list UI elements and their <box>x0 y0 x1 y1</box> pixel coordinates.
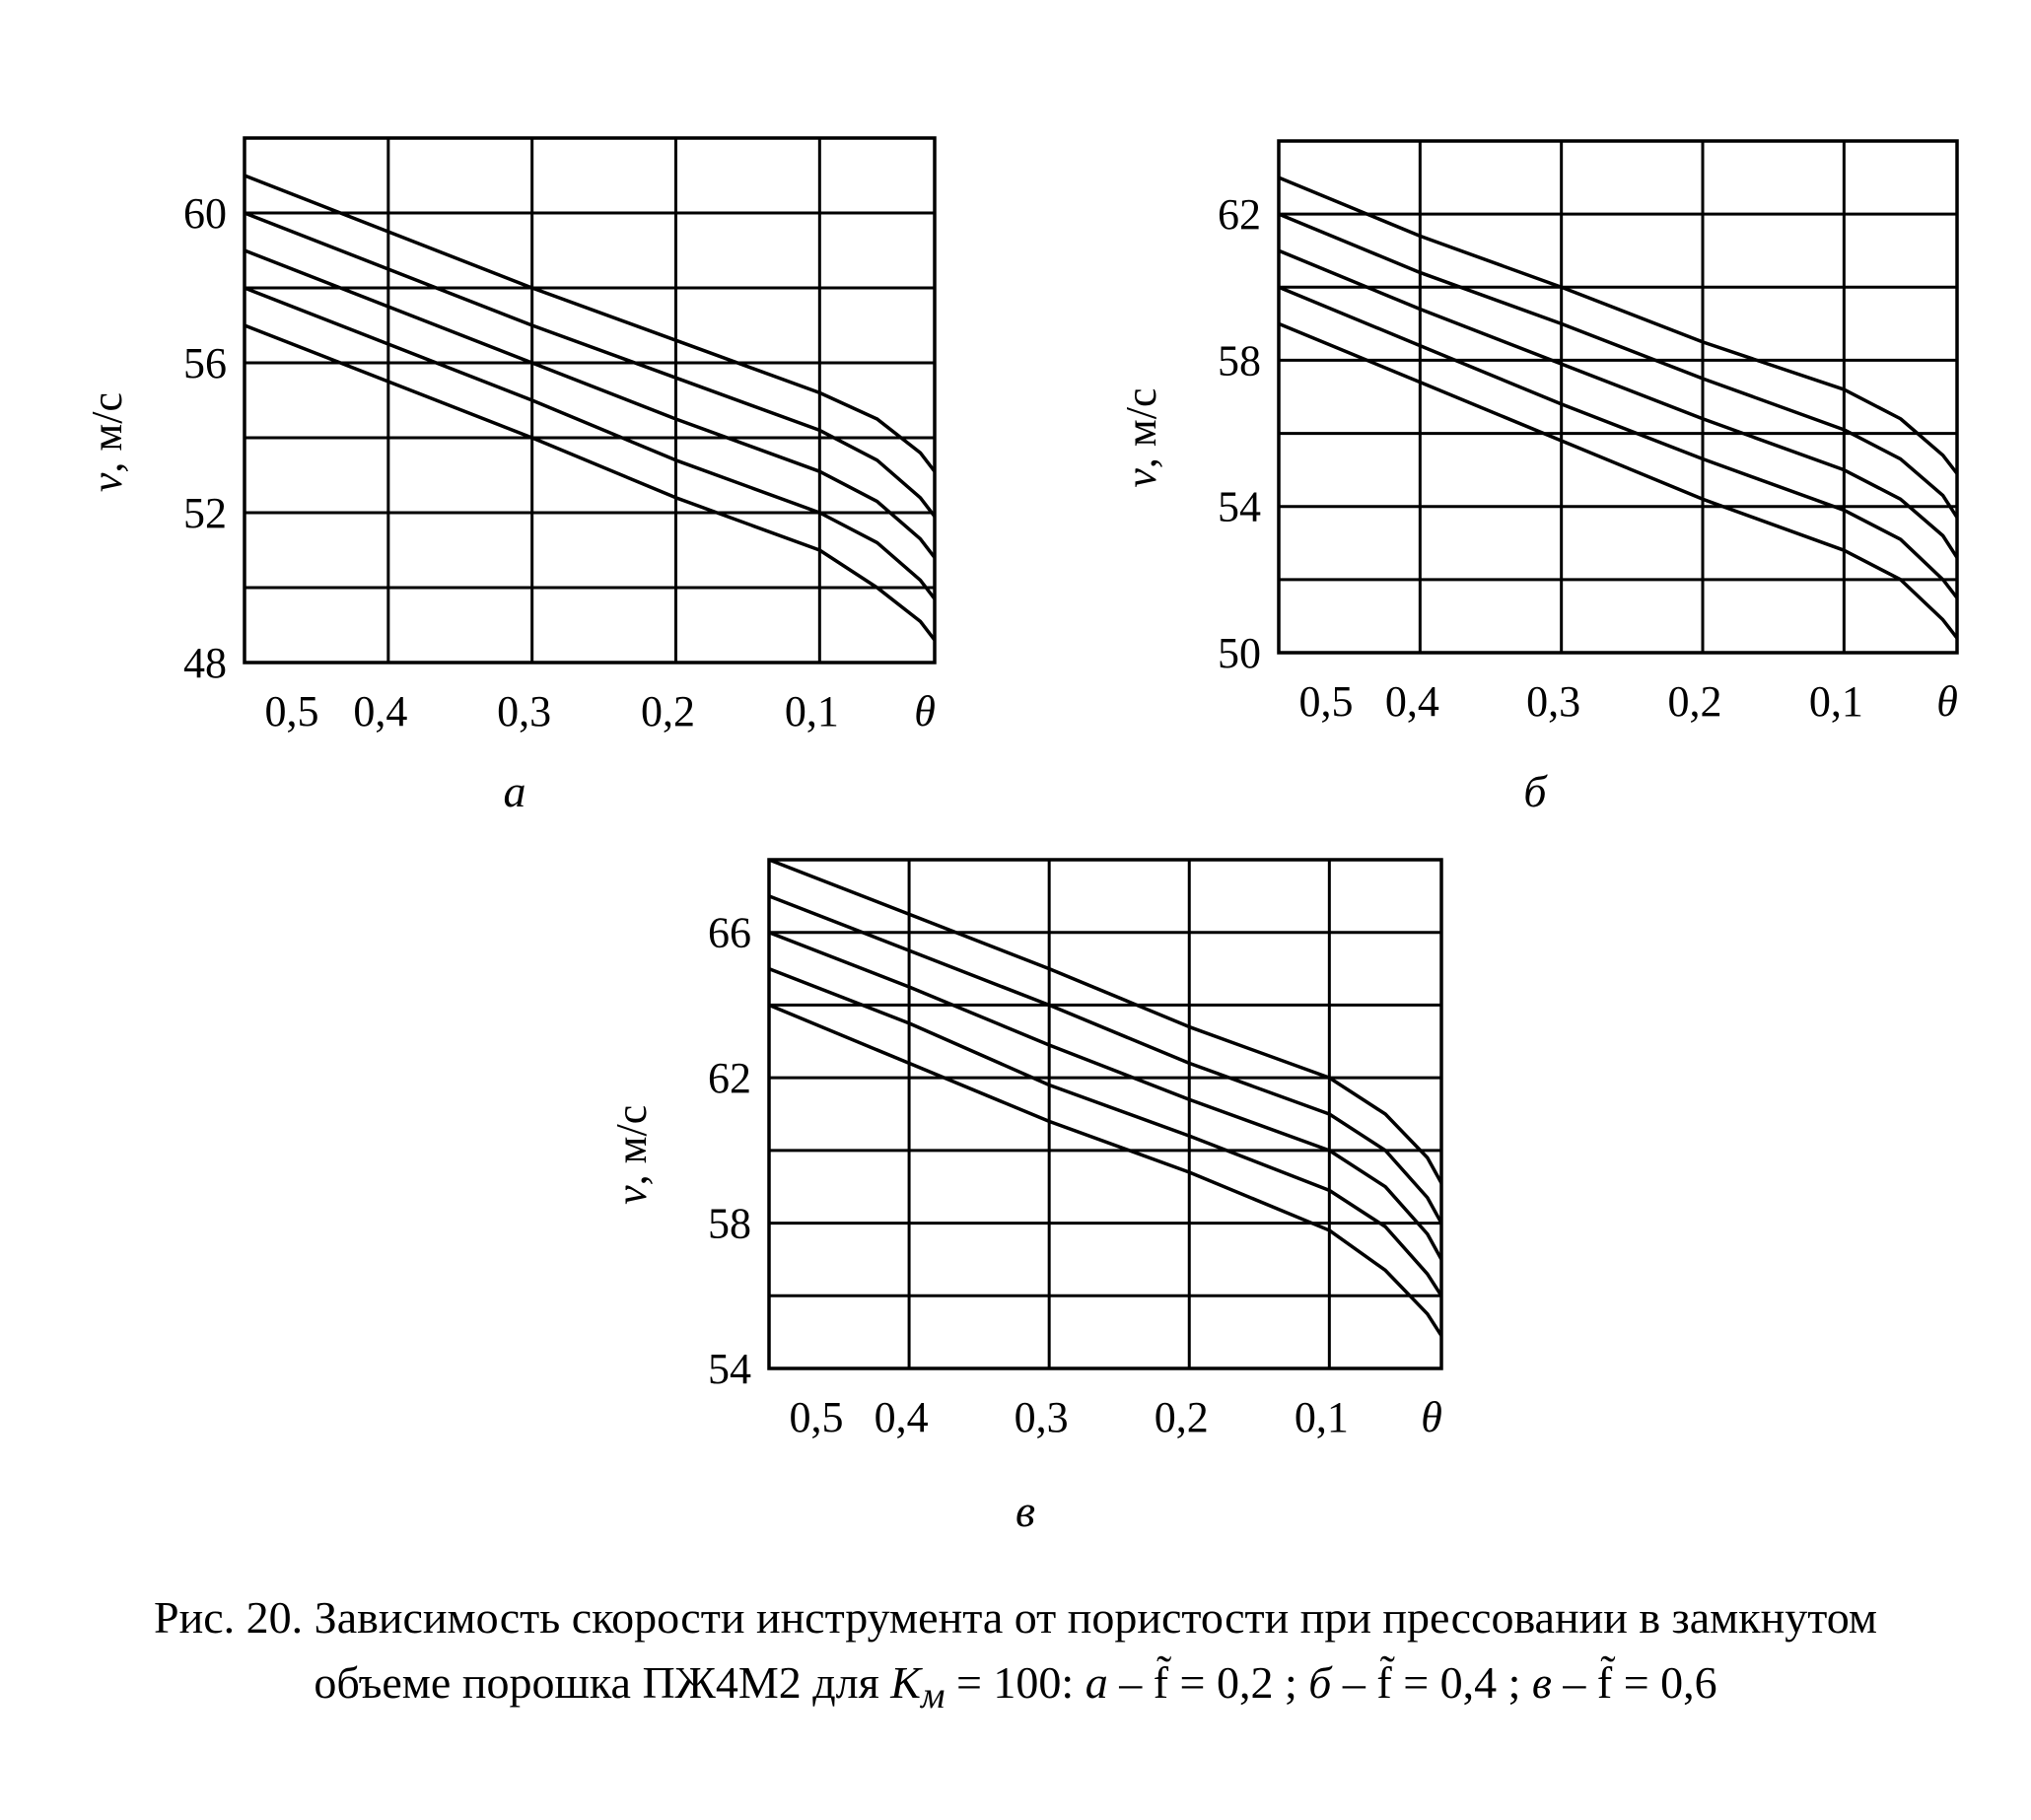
y-tick-label: 50 <box>1218 629 1261 677</box>
caption-line-2 <box>0 1650 2031 1728</box>
y-tick-label: 66 <box>708 908 751 957</box>
y-tick-label: 54 <box>708 1345 751 1393</box>
caption-v-value: – f̃ = 0,6 <box>1551 1657 1717 1708</box>
y-axis-label <box>607 1105 656 1205</box>
x-tick-label: 0,4 <box>353 687 408 735</box>
x-tick-label: 0,2 <box>1667 677 1722 726</box>
x-axis-label: θ <box>914 687 936 735</box>
series-line-4 <box>1279 287 1957 597</box>
y-tick-label: 48 <box>183 639 227 687</box>
figure-caption <box>0 1585 2031 1728</box>
caption-line-1: Рис. 20. Зависимость скорости инструмента от пористости при прессовании в замкнутом <box>154 1592 1877 1643</box>
x-tick-label: 0,4 <box>1384 677 1439 726</box>
series-line-2 <box>769 896 1441 1224</box>
y-axis-symbol: v <box>1117 468 1165 488</box>
panel-label: в <box>1016 1486 1035 1536</box>
caption-b-value: – f̃ = 0,4 ; <box>1331 1657 1532 1708</box>
y-tick-label: 60 <box>183 189 227 238</box>
series-line-5 <box>1279 323 1957 638</box>
x-axis-label: θ <box>1421 1393 1442 1441</box>
chart-panel-b <box>1117 141 1958 816</box>
series-line-5 <box>769 1005 1441 1335</box>
x-axis-label: θ <box>1936 677 1958 726</box>
caption-a-label: а <box>1085 1657 1108 1708</box>
y-axis-label <box>1117 387 1165 487</box>
chart-panel-a <box>83 138 936 816</box>
series-line-5 <box>245 325 935 640</box>
chart-panel-v <box>607 860 1442 1536</box>
y-tick-label: 54 <box>1218 482 1261 531</box>
caption-v-label: в <box>1531 1657 1552 1708</box>
y-tick-label: 62 <box>708 1054 751 1103</box>
y-tick-label: 58 <box>1218 336 1261 385</box>
x-tick-label: 0,5 <box>1298 677 1354 726</box>
series-line-3 <box>1279 250 1957 557</box>
x-tick-label: 0,3 <box>497 687 552 735</box>
y-tick-label: 56 <box>183 339 227 387</box>
series-line-1 <box>769 860 1441 1183</box>
panel-label: б <box>1523 766 1547 816</box>
series-line-4 <box>245 288 935 598</box>
y-axis-unit: , м/с <box>1117 387 1165 469</box>
y-tick-label: 58 <box>708 1199 751 1248</box>
x-tick-label: 0,2 <box>641 687 695 735</box>
x-tick-label: 0,3 <box>1526 677 1581 726</box>
series-line-3 <box>769 933 1441 1260</box>
x-tick-label: 0,2 <box>1154 1393 1209 1441</box>
y-tick-label: 62 <box>1218 190 1261 240</box>
series-line-4 <box>769 969 1441 1296</box>
panel-label: а <box>503 766 526 816</box>
x-tick-label: 0,1 <box>1294 1393 1349 1441</box>
x-tick-label: 0,1 <box>784 687 839 735</box>
x-tick-label: 0,1 <box>1808 677 1863 726</box>
y-axis-unit: , м/с <box>83 391 131 473</box>
caption-b-label: б <box>1308 1657 1332 1708</box>
caption-a-value: – f̃ = 0,2 ; <box>1107 1657 1309 1708</box>
y-tick-label: 52 <box>183 489 227 537</box>
x-tick-label: 0,3 <box>1014 1393 1069 1441</box>
y-axis-unit: , м/с <box>607 1104 656 1186</box>
series-line-1 <box>245 175 935 471</box>
caption-line-2-text: объеме порошка ПЖ4М2 для <box>314 1657 879 1708</box>
x-tick-label: 0,5 <box>789 1393 844 1441</box>
y-axis-symbol: v <box>83 472 131 493</box>
y-axis-symbol: v <box>607 1185 656 1205</box>
y-axis-label <box>83 392 131 492</box>
x-tick-label: 0,4 <box>874 1393 929 1441</box>
series-line-1 <box>1279 177 1957 473</box>
caption-k-subscript: м <box>920 1675 945 1717</box>
x-tick-label: 0,5 <box>264 687 319 735</box>
caption-k-symbol: K <box>890 1657 921 1708</box>
caption-k-value: = 100: <box>945 1657 1086 1708</box>
